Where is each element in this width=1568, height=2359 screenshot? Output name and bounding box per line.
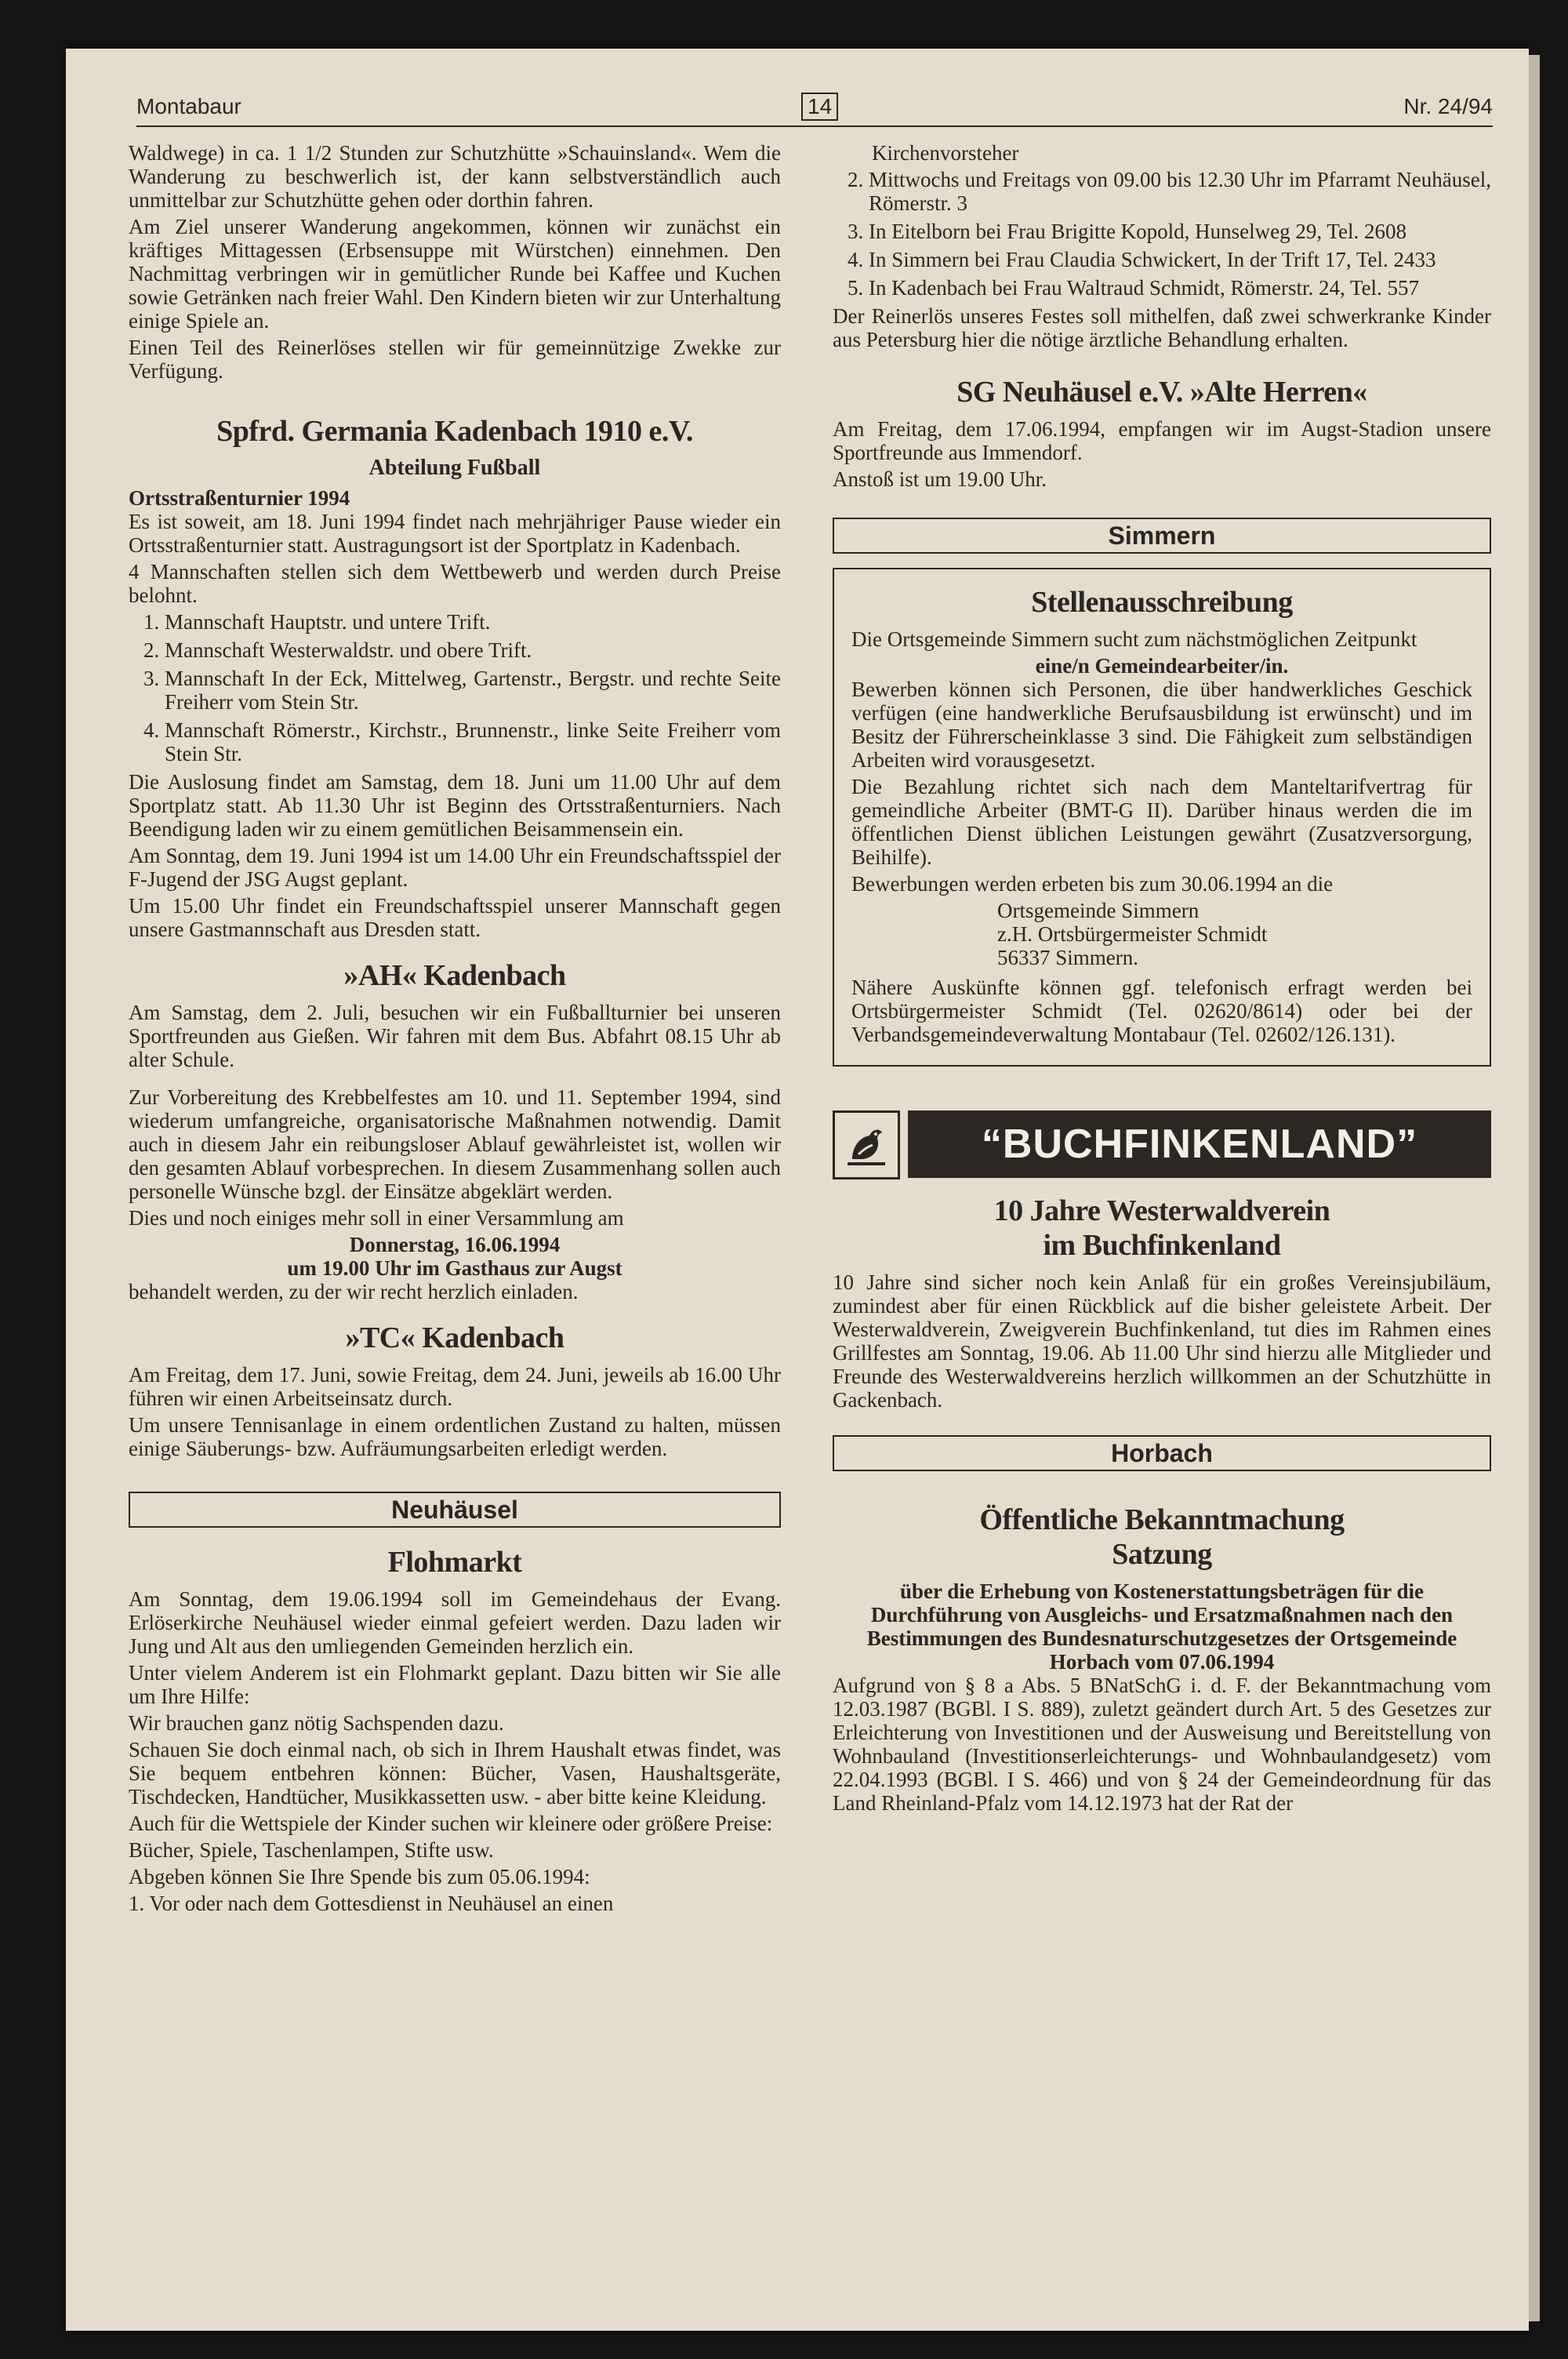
intro-paragraph: Einen Teil des Reinerlöses stellen wir für gemeinnützige Zwekke zur Verfügung. (129, 336, 781, 383)
bekanntmachung-title-line: Öffentliche Bekanntmachung (979, 1503, 1345, 1536)
article-paragraph: Am Sonntag, dem 19. Juni 1994 ist um 14.00 Uhr ein Freundschaftsspiel der F-Jugend der JSG Augst geplant. (129, 844, 781, 891)
list-item: 2. Mittwochs und Freitags von 09.00 bis 12.30 Uhr im Pfarramt Neuhäusel, Römerstr. 3 (869, 168, 1491, 215)
westerwald-title-line: 10 Jahre Westerwaldverein (993, 1194, 1330, 1227)
article-paragraph: Unter vielem Anderem ist ein Flohmarkt geplant. Dazu bitten wir Sie alle um Ihre Hilfe: (129, 1661, 781, 1708)
article-paragraph: Bücher, Spiele, Taschenlampen, Stifte usw. (129, 1838, 494, 1862)
bird-logo-icon (833, 1110, 900, 1180)
header-town: Montabaur (136, 94, 241, 118)
list-item: 3. In Eitelborn bei Frau Brigitte Kopold, Hunselweg 29, Tel. 2608 (869, 220, 1491, 243)
bekanntmachung-title (833, 1503, 1491, 1572)
header-issue: Nr. 24/94 (1403, 94, 1493, 118)
sg-title: SG Neuhäusel e.V. »Alte Herren« (956, 376, 1367, 409)
article-paragraph: Aufgrund von § 8 a Abs. 5 BNatSchG i. d. F. der Bekanntmachung vom 12.03.1987 (BGBl. I S. 889), zuletzt geändert durch Art. 5 des Gesetzes zur Erleichterung von Investitionen und der Ausweisung und Bereitstellung von Wohnbauland (Investitionserleichterungs- und Wohnbaulandgesetz) vom 22.04.1993 (BGBl. I S. 466) und von § 24 der Gemeindeordnung für das Land Rheinland-Pfalz vom 14.12.1973 hat der Rat der (833, 1674, 1491, 1815)
article-paragraph: Die Ortsgemeinde Simmern sucht zum nächstmöglichen Zeitpunkt (851, 627, 1417, 651)
job-ad-title: Stellenausschreibung (1031, 586, 1293, 619)
header-page-number: 14 (801, 93, 838, 121)
article-paragraph: 1. Vor oder nach dem Gottesdienst in Neuhäusel an einen (129, 1892, 614, 1915)
bekanntmachung-title-line: Satzung (1112, 1538, 1212, 1571)
article-paragraph: Der Reinerlös unseres Festes soll mithelfen, daß zwei schwerkranke Kinder aus Petersburg hier die nötige ärztliche Behandlung erhalten. (833, 304, 1491, 351)
article-paragraph: Um unsere Tennisanlage in einem ordentlichen Zustand zu halten, müssen einige Säuberungs- bzw. Aufräumungsarbeiten erledigt werden. (129, 1413, 781, 1460)
westerwald-title-line: im Buchfinkenland (1043, 1229, 1281, 1262)
page-edge (1529, 55, 1540, 2321)
list-item: 2. Mannschaft Westerwaldstr. und obere Trift. (165, 638, 781, 662)
germania-subtitle: Abteilung Fußball (368, 456, 541, 480)
article-paragraph: Am Samstag, dem 2. Juli, besuchen wir ein Fußballturnier bei unseren Sportfreunden aus Gießen. Wir fahren mit dem Bus. Abfahrt 08.15 Uhr ab alter Schule. (129, 1001, 781, 1071)
article-paragraph: behandelt werden, zu der wir recht herzlich einladen. (129, 1280, 579, 1303)
tournament-heading: Ortsstraßenturnier 1994 (129, 486, 350, 510)
westerwald-title (833, 1194, 1491, 1263)
article-paragraph: Wir brauchen ganz nötig Sachspenden dazu. (129, 1711, 504, 1735)
flohmarkt-title: Flohmarkt (387, 1546, 522, 1579)
job-ad-box (833, 568, 1491, 1067)
list-item: 1. Mannschaft Hauptstr. und untere Trift. (165, 610, 781, 634)
article-paragraph: Anstoß ist um 19.00 Uhr. (833, 467, 1047, 491)
page-header (136, 94, 1493, 132)
location-list (833, 168, 1491, 300)
meeting-date: Donnerstag, 16.06.1994 (349, 1233, 561, 1256)
section-simmern: Simmern (833, 518, 1491, 554)
article-paragraph: Kirchenvorsteher (872, 141, 1019, 165)
job-position: eine/n Gemeindearbeiter/in. (1035, 654, 1289, 678)
article-paragraph: Nähere Auskünfte können ggf. telefonisch erfragt werden bei Ortsbürgermeister Schmidt (Tel. 02620/8614) oder bei der Verbandsgemeindeverwaltung Montabaur (Tel. 02602/126.131). (851, 976, 1472, 1046)
address-line: 56337 Simmern. (997, 946, 1138, 969)
article-paragraph: Bewerben können sich Personen, die über handwerkliches Geschick verfügen (eine handwerkliche Berufsausbildung ist erwünscht) und im Besitz der Führerscheinklasse 3 sind. Die Fähigkeit zum selbständigen Arbeiten wird vorausgesetzt. (851, 678, 1472, 772)
article-paragraph: Die Auslosung findet am Samstag, dem 18. Juni um 11.00 Uhr auf dem Sportplatz statt. Ab 11.30 Uhr ist Beginn des Ortsstraßenturniers. Nach Beendigung laden wir zu einem gemütlichen Beisammensein ein. (129, 770, 781, 841)
article-paragraph: 4 Mannschaften stellen sich dem Wettbewerb und werden durch Preise belohnt. (129, 560, 781, 607)
address-line: z.H. Ortsbürgermeister Schmidt (997, 922, 1268, 946)
list-item: 4. In Simmern bei Frau Claudia Schwickert, In der Trift 17, Tel. 2433 (869, 248, 1491, 271)
article-paragraph: Schauen Sie doch einmal nach, ob sich in Ihrem Haushalt etwas findet, was Sie bequem entbehren können: Bücher, Vasen, Haushaltsgeräte, Tischdecken, Handtücher, Musikkassetten usw. - aber bitte keine Kleidung. (129, 1738, 781, 1808)
article-paragraph: Zur Vorbereitung des Krebbelfestes am 10. und 11. September 1994, sind wiederum umfangreiche, organisatorische Maßnahmen notwendig. Damit auch in diesem Jahr ein reibungsloser Ablauf gewährleistet ist, wollen wir den gesamten Ablauf vorbesprechen. In diesem Zusammenhang sollen auch personelle Wünsche bzgl. der Einsätze abgeklärt werden. (129, 1085, 781, 1203)
buchfinkenland-banner (833, 1110, 1491, 1178)
section-neuhaeusel: Neuhäusel (129, 1492, 781, 1528)
buchfinkenland-title: “BUCHFINKENLAND” (908, 1110, 1491, 1178)
meeting-time: um 19.00 Uhr im Gasthaus zur Augst (287, 1256, 622, 1280)
article-paragraph: Dies und noch einiges mehr soll in einer Versammlung am (129, 1206, 624, 1230)
article-paragraph: Um 15.00 Uhr findet ein Freundschaftsspiel unserer Mannschaft gegen unsere Gastmannschaft aus Dresden statt. (129, 894, 781, 941)
germania-title: Spfrd. Germania Kadenbach 1910 e.V. (216, 415, 693, 448)
article-paragraph: Am Sonntag, dem 19.06.1994 soll im Gemeindehaus der Evang. Erlöserkirche Neuhäusel wieder einmal gefeiert werden. Dazu laden wir Jung und Alt aus den umliegenden Gemeinden herzlich ein. (129, 1587, 781, 1658)
address-line: Ortsgemeinde Simmern (997, 899, 1200, 922)
ah-title: »AH« Kadenbach (343, 959, 566, 992)
article-paragraph: Abgeben können Sie Ihre Spende bis zum 05.06.1994: (129, 1865, 590, 1888)
section-horbach: Horbach (833, 1435, 1491, 1471)
intro-paragraph: Am Ziel unserer Wanderung angekommen, können wir zunächst ein kräftiges Mittagessen (Erbsensuppe mit Würstchen) einnehmen. Den Nachmittag verbringen wir in gemütlicher Runde bei Kaffee und Kuchen sowie Getränken nach freier Wahl. Den Kindern bieten wir zur Unterhaltung einige Spiele an. (129, 215, 781, 333)
list-item: 5. In Kadenbach bei Frau Waltraud Schmidt, Römerstr. 24, Tel. 557 (869, 276, 1491, 300)
list-item: 4. Mannschaft Römerstr., Kirchstr., Brunnenstr., linke Seite Freiherr vom Stein Str. (165, 718, 781, 765)
left-column (129, 141, 781, 1918)
team-list (129, 610, 781, 765)
list-item: 3. Mannschaft In der Eck, Mittelweg, Gartenstr., Bergstr. und rechte Seite Freiherr vom Stein Str. (165, 667, 781, 714)
article-paragraph: Am Freitag, dem 17.06.1994, empfangen wir im Augst-Stadion unsere Sportfreunde aus Immendorf. (833, 417, 1491, 464)
article-paragraph: Es ist soweit, am 18. Juni 1994 findet nach mehrjähriger Pause wieder ein Ortsstraßenturnier statt. Austragungsort ist der Sportplatz in Kadenbach. (129, 510, 781, 557)
article-paragraph: Am Freitag, dem 17. Juni, sowie Freitag, dem 24. Juni, jeweils ab 16.00 Uhr führen wir einen Arbeitseinsatz durch. (129, 1363, 781, 1410)
article-paragraph: Die Bezahlung richtet sich nach dem Manteltarifvertrag für gemeindliche Arbeiter (BMT-G II). Darüber hinaus werden die im öffentlichen Dienst üblichen Leistungen gewährt (Zusatzversorgung, Beihilfe). (851, 775, 1472, 869)
tc-title: »TC« Kadenbach (345, 1321, 564, 1354)
article-paragraph: 10 Jahre sind sicher noch kein Anlaß für ein großes Vereinsjubiläum, zumindest aber für einen Rückblick auf die bisher geleistete Arbeit. Der Westerwaldverein, Zweigverein Buchfinkenland, tut dies im Rahmen eines Grillfestes am Sonntag, 19.06. Ab 11.00 Uhr sind hierzu alle Mitglieder und Freunde des Westerwaldvereins herzlich willkommen an der Schutzhütte in Gackenbach. (833, 1270, 1491, 1412)
article-paragraph: Bewerbungen werden erbeten bis zum 30.06.1994 an die (851, 872, 1334, 896)
header-rule (136, 125, 1493, 127)
right-column (833, 141, 1491, 1818)
intro-paragraph: Waldwege) in ca. 1 1/2 Stunden zur Schutzhütte »Schauinsland«. Wem die Wanderung zu beschwerlich ist, der kann selbstverständlich auch unmittelbar zur Schutzhütte gehen oder dorthin fahren. (129, 141, 781, 212)
statute-subtitle: über die Erhebung von Kostenerstattungsbeträgen für die Durchführung von Ausgleichs- und Ersatzmaßnahmen nach den Bestimmungen des Bundesnaturschutzgesetzes der Ortsgemeinde Horbach vom 07.06.1994 (866, 1579, 1457, 1674)
article-paragraph: Auch für die Wettspiele der Kinder suchen wir kleinere oder größere Preise: (129, 1812, 773, 1835)
